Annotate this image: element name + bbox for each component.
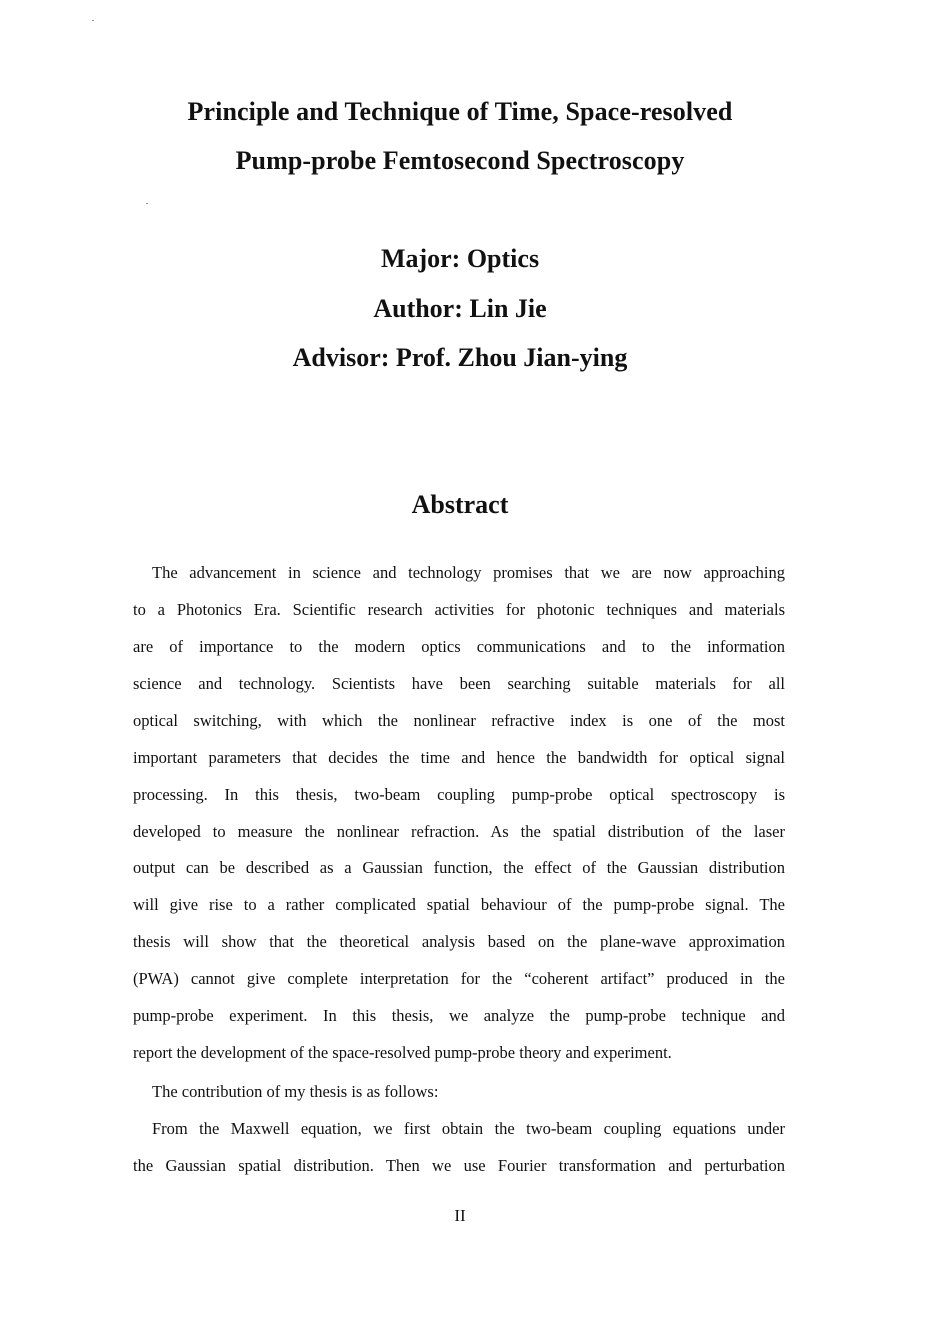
author-line: Author: Lin Jie xyxy=(373,294,547,323)
paragraph-line: developed to measure the nonlinear refraction. As the spatial distribution of the laser xyxy=(133,822,785,841)
paragraph-line: output can be described as a Gaussian function, the effect of the Gaussian distribution xyxy=(133,858,785,877)
advisor-line: Advisor: Prof. Zhou Jian-ying xyxy=(292,343,628,372)
abstract-paragraph-2: The contribution of my thesis is as follows: xyxy=(152,1082,439,1101)
paragraph-line: thesis will show that the theoretical analysis based on the plane-wave approximation xyxy=(133,932,785,951)
page-number: II xyxy=(454,1206,466,1225)
scan-speck xyxy=(92,20,94,21)
abstract-heading: Abstract xyxy=(411,490,509,519)
major-line: Major: Optics xyxy=(380,244,540,273)
paragraph-line: (PWA) cannot give complete interpretation for the “coherent artifact” produced in the xyxy=(133,969,785,988)
paragraph-line: will give rise to a rather complicated spatial behaviour of the pump-probe signal. The xyxy=(133,895,785,914)
paragraph-line: pump-probe experiment. In this thesis, we analyze the pump-probe technique and xyxy=(133,1006,785,1025)
paragraph-line: From the Maxwell equation, we first obtain the two-beam coupling equations under xyxy=(152,1119,785,1138)
paragraph-line: the Gaussian spatial distribution. Then we use Fourier transformation and perturbation xyxy=(133,1156,785,1175)
paragraph-line: The advancement in science and technology promises that we are now approaching xyxy=(152,563,785,582)
paragraph-line: report the development of the space-resolved pump-probe theory and experiment. xyxy=(133,1043,672,1062)
paragraph-line: processing. In this thesis, two-beam coupling pump-probe optical spectroscopy is xyxy=(133,785,785,804)
paragraph-line: to a Photonics Era. Scientific research activities for photonic techniques and materials xyxy=(133,600,785,619)
paragraph-line: important parameters that decides the time and hence the bandwidth for optical signal xyxy=(133,748,785,767)
paragraph-line: are of importance to the modern optics communications and to the information xyxy=(133,637,785,656)
thesis-title-line-1: Principle and Technique of Time, Space-resolved xyxy=(187,97,733,126)
paragraph-line: optical switching, with which the nonlinear refractive index is one of the most xyxy=(133,711,785,730)
paragraph-line: science and technology. Scientists have been searching suitable materials for all xyxy=(133,674,785,693)
thesis-title-line-2: Pump-probe Femtosecond Spectroscopy xyxy=(235,146,685,175)
scan-speck xyxy=(146,203,148,204)
